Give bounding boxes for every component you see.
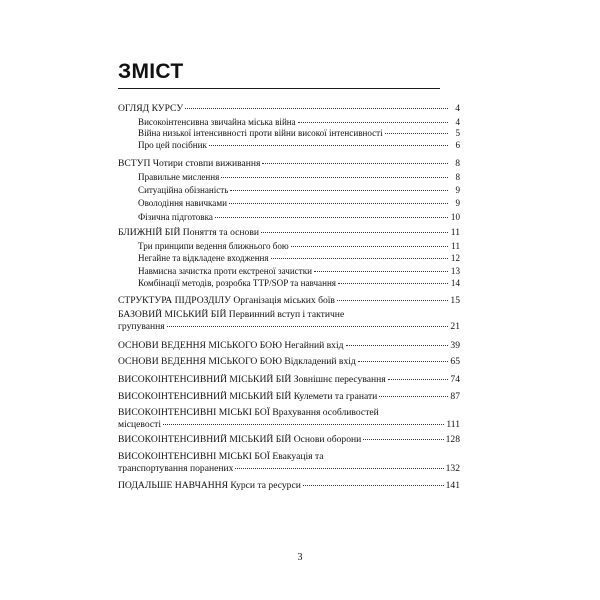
toc-entry-page: 11 bbox=[451, 241, 460, 251]
dot-leader bbox=[303, 485, 444, 486]
toc-entry-title: Високоінтенсивна звичайна міська війна bbox=[138, 117, 296, 127]
toc-entry-title-line: ВИСОКОІНТЕНСИВНІ МІСЬКІ БОЇ Врахування особливостей bbox=[118, 407, 379, 418]
toc-entry-page: 21 bbox=[450, 321, 460, 332]
toc-entry[interactable] bbox=[138, 265, 460, 277]
toc-entry-title: транспортування поранених bbox=[118, 463, 234, 474]
toc-entry-title: ПОДАЛЬШЕ НАВЧАННЯ Курси та ресурси bbox=[118, 480, 301, 491]
toc-entry-title: ВСТУП Чотири стовпи виживання bbox=[118, 158, 261, 169]
toc-entry-title: Оволодіння навичками bbox=[138, 198, 227, 208]
dot-leader bbox=[298, 122, 448, 123]
toc-entry-title: Комбінації методів, розробка TTP/SOP та навчання bbox=[138, 278, 336, 288]
dot-leader bbox=[230, 190, 448, 191]
toc-entry-page: 141 bbox=[445, 480, 460, 491]
toc-entry-title: Правильне мислення bbox=[138, 172, 220, 182]
title-underline bbox=[118, 88, 440, 89]
dot-leader bbox=[358, 361, 448, 362]
dot-leader bbox=[271, 258, 448, 259]
toc-entry-page: 87 bbox=[450, 391, 460, 402]
dot-leader bbox=[221, 177, 448, 178]
dot-leader bbox=[379, 396, 448, 397]
toc-entry[interactable] bbox=[118, 391, 460, 403]
toc-entry-page: 111 bbox=[446, 419, 460, 430]
dot-leader bbox=[314, 271, 448, 272]
toc-entry-title: Війна низької інтенсивності проти війни високої інтенсивності bbox=[138, 128, 383, 138]
toc-entry[interactable] bbox=[118, 407, 460, 431]
dot-leader bbox=[363, 439, 443, 440]
toc-entry[interactable] bbox=[138, 197, 460, 209]
toc-entry-title: Фізична підготовка bbox=[138, 212, 213, 222]
toc-entry-title: Про цей посібник bbox=[138, 140, 207, 150]
toc-entry[interactable] bbox=[138, 240, 460, 252]
toc-entry[interactable] bbox=[138, 127, 460, 139]
toc-entry-title: групування bbox=[118, 321, 165, 332]
dot-leader bbox=[346, 345, 448, 346]
toc-entry-page: 12 bbox=[450, 253, 460, 263]
dot-leader bbox=[337, 300, 448, 301]
toc-entry-title: БЛИЖНІЙ БІЙ Поняття та основи bbox=[118, 227, 259, 238]
toc-entry-title: ВИСОКОІНТЕНСИВНИЙ МІСЬКИЙ БІЙ Зовнішнє пересування bbox=[118, 374, 386, 385]
toc-entry[interactable] bbox=[138, 139, 460, 151]
toc-entry-page: 9 bbox=[455, 198, 460, 208]
toc-entry-page: 13 bbox=[450, 266, 460, 276]
dot-leader bbox=[235, 468, 443, 469]
toc-entry-title: ОСНОВИ ВЕДЕННЯ МІСЬКОГО БОЮ Негайний вхід bbox=[118, 340, 344, 351]
toc-entry[interactable] bbox=[118, 374, 460, 386]
toc-entry[interactable] bbox=[138, 252, 460, 264]
dot-leader bbox=[291, 246, 448, 247]
toc-entry-page: 39 bbox=[450, 340, 460, 351]
toc-entry-page: 4 bbox=[455, 103, 460, 114]
toc-entry-page: 4 bbox=[455, 117, 460, 127]
toc-entry[interactable] bbox=[118, 480, 460, 492]
toc-entry[interactable] bbox=[138, 184, 460, 196]
toc-entry-page: 128 bbox=[445, 434, 460, 445]
toc-entry-page: 65 bbox=[450, 356, 460, 367]
toc-entry-page: 10 bbox=[450, 212, 460, 222]
toc-entry-title: Негайне та відкладене входження bbox=[138, 253, 269, 263]
toc-entry-title: Навмисна зачистка проти екстреної зачистки bbox=[138, 266, 312, 276]
dot-leader bbox=[229, 203, 448, 204]
toc-entry[interactable] bbox=[138, 171, 460, 183]
toc-entry[interactable] bbox=[118, 451, 460, 475]
toc-entry-page: 15 bbox=[450, 295, 460, 306]
toc-entry[interactable] bbox=[118, 340, 460, 352]
toc-entry-title: СТРУКТУРА ПІДРОЗДІЛУ Організація міських боїв bbox=[118, 295, 335, 306]
toc-entry[interactable] bbox=[118, 227, 460, 239]
toc-entry[interactable] bbox=[118, 434, 460, 446]
dot-leader bbox=[215, 217, 448, 218]
toc-entry-title-line: ВИСОКОІНТЕНСИВНІ МІСЬКІ БОЇ Евакуація та bbox=[118, 451, 324, 462]
toc-entry-page: 5 bbox=[455, 128, 460, 138]
toc-entry[interactable] bbox=[118, 309, 460, 333]
toc-entry-page: 74 bbox=[450, 374, 460, 385]
dot-leader bbox=[261, 232, 448, 233]
toc-entry[interactable] bbox=[118, 103, 460, 115]
toc-entry-page: 9 bbox=[455, 185, 460, 195]
dot-leader bbox=[385, 133, 448, 134]
toc-entry[interactable] bbox=[118, 295, 460, 307]
toc-entry-title: ВИСОКОІНТЕНСИВНИЙ МІСЬКИЙ БІЙ Основи оборони bbox=[118, 434, 362, 445]
toc-entry-title: місцевості bbox=[118, 419, 162, 430]
dot-leader bbox=[185, 108, 448, 109]
toc-entry[interactable] bbox=[138, 211, 460, 223]
toc-entry-page: 6 bbox=[455, 140, 460, 150]
dot-leader bbox=[388, 379, 448, 380]
toc-entry-page: 11 bbox=[450, 227, 460, 238]
toc-entry-title: Три принципи ведення ближнього бою bbox=[138, 241, 289, 251]
toc-entry[interactable] bbox=[118, 356, 460, 368]
dot-leader bbox=[338, 283, 448, 284]
dot-leader bbox=[167, 326, 448, 327]
toc-entry-page: 14 bbox=[450, 278, 460, 288]
toc-entry-title: ОГЛЯД КУРСУ bbox=[118, 103, 184, 114]
toc-entry-title: Ситуаційна обізнаність bbox=[138, 185, 229, 195]
dot-leader bbox=[163, 424, 444, 425]
toc-entry-page: 8 bbox=[455, 172, 460, 182]
toc-entry[interactable] bbox=[118, 158, 460, 170]
page-title: ЗМІСТ bbox=[118, 60, 184, 83]
toc-entry-page: 132 bbox=[445, 463, 460, 474]
toc-entry[interactable] bbox=[138, 277, 460, 289]
toc-entry-title-line: БАЗОВИЙ МІСЬКИЙ БІЙ Первинний вступ і тактичне bbox=[118, 309, 345, 320]
toc-entry-title: ОСНОВИ ВЕДЕННЯ МІСЬКОГО БОЮ Відкладений вхід bbox=[118, 356, 356, 367]
toc-entry-page: 8 bbox=[455, 158, 460, 169]
dot-leader bbox=[262, 163, 448, 164]
toc-entry-title: ВИСОКОІНТЕНСИВНИЙ МІСЬКИЙ БІЙ Кулемети та гранати bbox=[118, 391, 378, 402]
dot-leader bbox=[209, 145, 448, 146]
page-number: 3 bbox=[297, 552, 303, 563]
